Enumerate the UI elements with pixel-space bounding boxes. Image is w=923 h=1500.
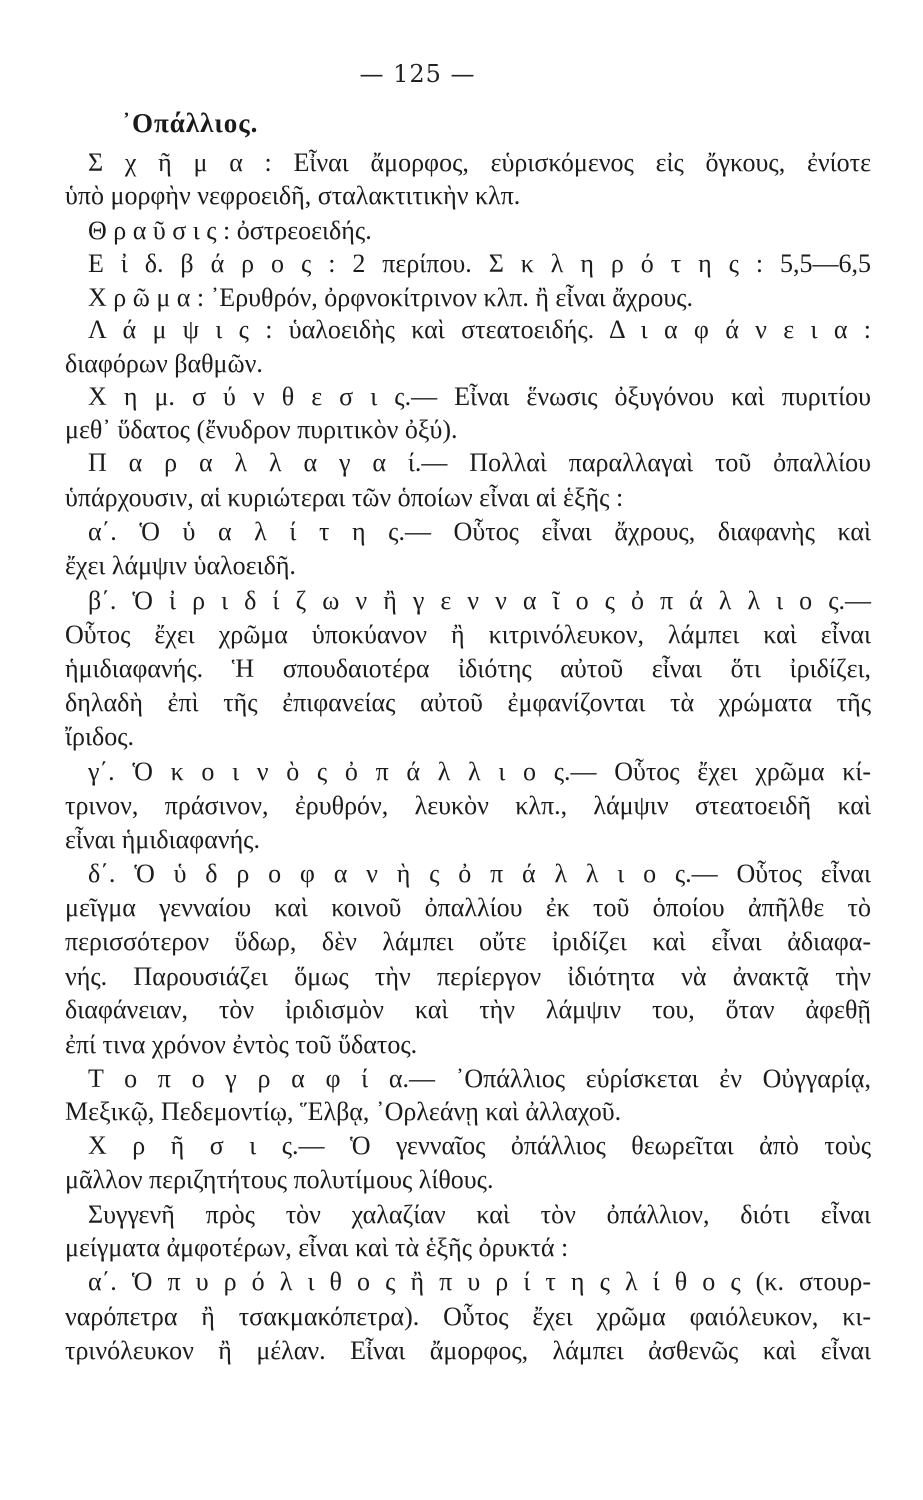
text-line: α΄. Ὁ ὑ α λ ί τ η ς.— Οὗτος εἶναι ἄχρους, διαφανὴς καὶ [88,517,871,546]
section-title: ᾽Οπάλλιος. [122,108,259,138]
text-line: Ε ἰ δ. β ά ρ ο ς : 2 περίπου. Σ κ λ η ρ ό τ η ς : 5,5—6,5 [88,249,871,278]
text-line: ἴριδος. [65,722,135,751]
text-line: μεῖγμα γενναίου καὶ κοινοῦ ὀπαλλίου ἐκ τοῦ ὁποίου ἀπῆλθε τὸ [65,893,871,922]
text-line: Μεξικῷ, Πεδεμοντίῳ, Ἕλβᾳ, ᾽Ορλεάνῃ καὶ ἀλλαχοῦ. [65,1097,622,1126]
text-line: ὑπάρχουσιν, αἱ κυριώτεραι τῶν ὁποίων εἶναι αἱ ἑξῆς : [65,483,624,512]
text-line: περισσότερον ὕδωρ, δὲν λάμπει οὔτε ἰριδίζει καὶ εἶναι ἀδιαφα- [65,927,871,956]
page-number: — 125 — [359,60,476,88]
text-line: διαφάνειαν, τὸν ἰριδισμὸν καὶ τὴν λάμψιν του, ὅταν ἀφεθῇ [65,995,871,1024]
text-line: ἔχει λάμψιν ὑαλοειδῆ. [65,551,296,580]
text-line: μεθ᾽ ὕδατος (ἔνυδρον πυριτικὸν ὀξύ). [65,415,458,444]
text-line: Τ ο π ο γ ρ α φ ί α.— ᾽Οπάλλιος εὑρίσκεται ἐν Οὐγγαρίᾳ, [88,1064,871,1093]
text-line: Χ ρ ῶ μ α : ᾽Ερυθρόν, ὀρφνοκίτρινον κλπ. ἢ εἶναι ἄχρους. [88,283,694,312]
text-line: ναρόπετρα ἢ τσακμακόπετρα). Οὗτος ἔχει χρῶμα φαιόλευκον, κι- [65,1302,871,1331]
text-line: τρινον, πράσινον, ἐρυθρόν, λευκὸν κλπ., λάμψιν στεατοειδῆ καὶ [65,791,871,820]
text-line: δηλαδὴ ἐπὶ τῆς ἐπιφανείας αὐτοῦ ἐμφανίζονται τὰ χρώματα τῆς [65,688,871,717]
text-line: α΄. Ὁ π υ ρ ό λ ι θ ο ς ἢ π υ ρ ί τ η ς λ ί θ ο ς (κ. στουρ- [88,1267,871,1296]
text-line: ἡμιδιαφανής. Ἡ σπουδαιοτέρα ἰδιότης αὐτοῦ εἶναι ὅτι ἰριδίζει, [65,654,871,683]
text-line: νής. Παρουσιάζει ὅμως τὴν περίεργον ἰδιότητα νὰ ἀνακτᾷ τὴν [65,962,871,991]
text-line: τρινόλευκον ἢ μέλαν. Εἶναι ἄμορφος, λάμπει ἀσθενῶς καὶ εἶναι [65,1336,871,1365]
text-line: Θ ρ α ῦ σ ι ς : ὀστρεοειδής. [88,216,372,245]
text-line: Λ ά μ ψ ι ς : ὑαλοειδὴς καὶ στεατοειδής. Δ ι α φ ά ν ε ι α : [88,315,871,344]
text-line: γ΄. Ὁ κ ο ι ν ὸ ς ὀ π ά λ λ ι ο ς.— Οὗτος ἔχει χρῶμα κί- [88,757,871,786]
text-line: διαφόρων βαθμῶν. [65,349,263,378]
text-line: Σ χ ῆ μ α : Εἶναι ἄμορφος, εὑρισκόμενος εἰς ὄγκους, ἐνίοτε [88,148,871,177]
text-line: μᾶλλον περιζητήτους πολυτίμους λίθους. [65,1165,494,1194]
text-line: Χ ρ ῆ σ ι ς.— Ὁ γενναῖος ὀπάλλιος θεωρεῖται ἀπὸ τοὺς [88,1131,871,1160]
text-line: Οὗτος ἔχει χρῶμα ὑποκύανον ἢ κιτρινόλευκον, λάμπει καὶ εἶναι [65,620,871,649]
text-line: Χ η μ. σ ύ ν θ ε σ ι ς.— Εἶναι ἕνωσις ὀξυγόνου καὶ πυριτίου [88,382,871,411]
text-line: δ΄. Ὁ ὑ δ ρ ο φ α ν ὴ ς ὀ π ά λ λ ι ο ς.— Οὗτος εἶναι [88,859,871,888]
text-line: εἶναι ἡμιδιαφανής. [65,825,260,854]
text-line: ἐπί τινα χρόνον ἐντὸς τοῦ ὕδατος. [65,1030,418,1059]
text-line: Συγγενῆ πρὸς τὸν χαλαζίαν καὶ τὸν ὀπάλλιον, διότι εἶναι [88,1200,871,1229]
text-line: Π α ρ α λ λ α γ α ί.— Πολλαὶ παραλλαγαὶ τοῦ ὀπαλλίου [88,448,871,477]
text-line: ὑπὸ μορφὴν νεφροειδῆ, σταλακτιτικὴν κλπ. [65,181,521,210]
text-line: β΄. Ὁ ἰ ρ ι δ ί ζ ω ν ἢ γ ε ν ν α ῖ ο ς ὀ π ά λ λ ι ο ς.— [88,586,871,615]
text-line: μείγματα ἀμφοτέρων, εἶναι καὶ τὰ ἑξῆς ὀρυκτά : [65,1233,569,1262]
